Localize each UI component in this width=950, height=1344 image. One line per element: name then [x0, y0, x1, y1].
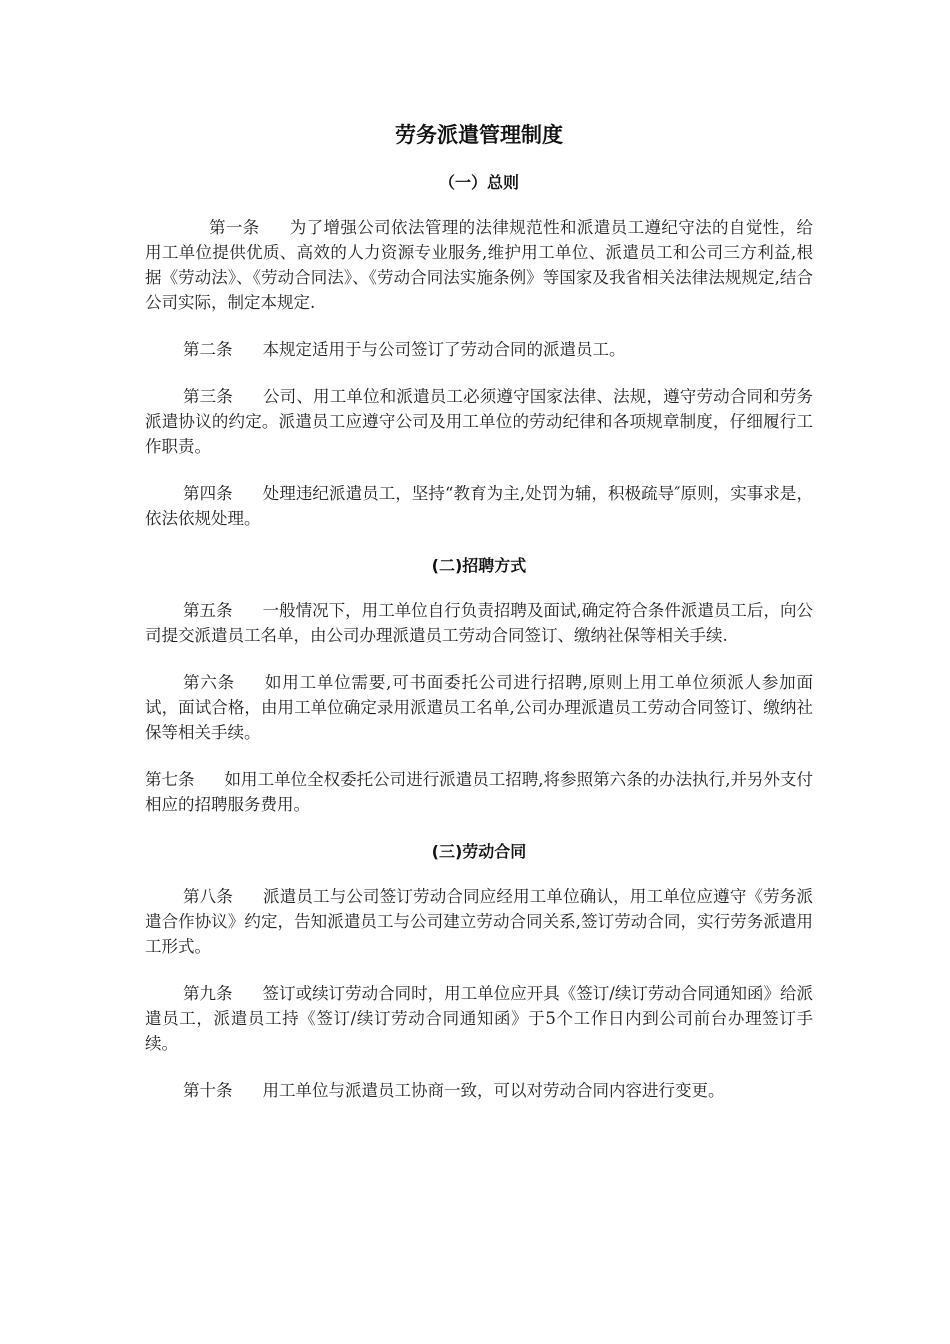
article-2 — [145, 337, 813, 362]
article-text: 处理违纪派遣员工，坚持“教育为主,处罚为辅，积极疏导″原则，实事求是，依法依规处理。 — [145, 484, 814, 528]
document-title: 劳务派遣管理制度 — [395, 123, 563, 147]
article-3 — [145, 384, 813, 459]
section-heading-recruitment: (二)招聘方式 — [431, 556, 527, 575]
article-label: 第十条 — [183, 1081, 233, 1100]
article-text: 用工单位与派遣员工协商一致，可以对劳动合同内容进行变更。 — [262, 1081, 725, 1100]
article-1 — [145, 215, 813, 315]
article-text: 如用工单位需要,可书面委托公司进行招聘,原则上用工单位须派人参加面试，面试合格，由用工单位确定录用派遣员工名单,公司办理派遣员工劳动合同签订、缴纳社保等相关手续。 — [145, 673, 813, 742]
article-6 — [145, 670, 813, 745]
document-page — [145, 120, 813, 1125]
article-10 — [145, 1078, 813, 1103]
article-text: 一般情况下，用工单位自行负责招聘及面试,确定符合条件派遣员工后，向公司提交派遣员工名单，由公司办理派遣员工劳动合同签订、缴纳社保等相关手续. — [145, 601, 813, 645]
article-label: 第一条 — [209, 218, 260, 237]
article-9 — [145, 981, 813, 1056]
section-heading-general: （一）总则 — [438, 173, 519, 192]
article-text: 公司、用工单位和派遣员工必须遵守国家法律、法规，遵守劳动合同和劳务派遣协议的约定。派遣员工应遵守公司及用工单位的劳动纪律和各项规章制度，仔细履行工作职责。 — [145, 387, 814, 456]
article-text: 派遣员工与公司签订劳动合同应经用工单位确认，用工单位应遵守《劳务派遣合作协议》约定，告知派遣员工与公司建立劳动合同关系,签订劳动合同，实行劳务派遣用工形式。 — [145, 887, 814, 956]
article-8 — [145, 884, 813, 959]
article-label: 第五条 — [183, 601, 233, 620]
article-label: 第三条 — [183, 387, 234, 406]
section-heading-labor-contract: (三)劳动合同 — [431, 842, 527, 861]
article-5 — [145, 598, 813, 648]
article-text: 为了增强公司依法管理的法律规范性和派遣员工遵纪守法的自觉性，给用工单位提供优质、高效的人力资源专业服务,维护用工单位、派遣员工和公司三方利益,根据《劳动法》、《劳动合同法》、《劳动合同法实施条例》等国家及我省相关法律法规规定,结合公司实际，制定本规定. — [145, 218, 814, 312]
article-text: 本规定适用于与公司签订了劳动合同的派遣员工。 — [262, 340, 626, 359]
article-label: 第六条 — [183, 673, 235, 692]
article-label: 第八条 — [183, 887, 234, 906]
article-label: 第七条 — [145, 770, 195, 789]
article-label: 第四条 — [183, 484, 233, 503]
article-text: 签订或续订劳动合同时，用工单位应开具《签订/续订劳动合同通知函》给派遣员工，派遣员工持《签订/续订劳动合同通知函》于5个工作日内到公司前台办理签订手续。 — [145, 984, 814, 1053]
article-label: 第二条 — [183, 340, 233, 359]
article-label: 第九条 — [183, 984, 233, 1003]
article-4 — [145, 481, 813, 531]
article-7 — [145, 767, 813, 817]
article-text: 如用工单位全权委托公司进行派遣员工招聘,将参照第六条的办法执行,并另外支付相应的招聘服务费用。 — [145, 770, 813, 814]
